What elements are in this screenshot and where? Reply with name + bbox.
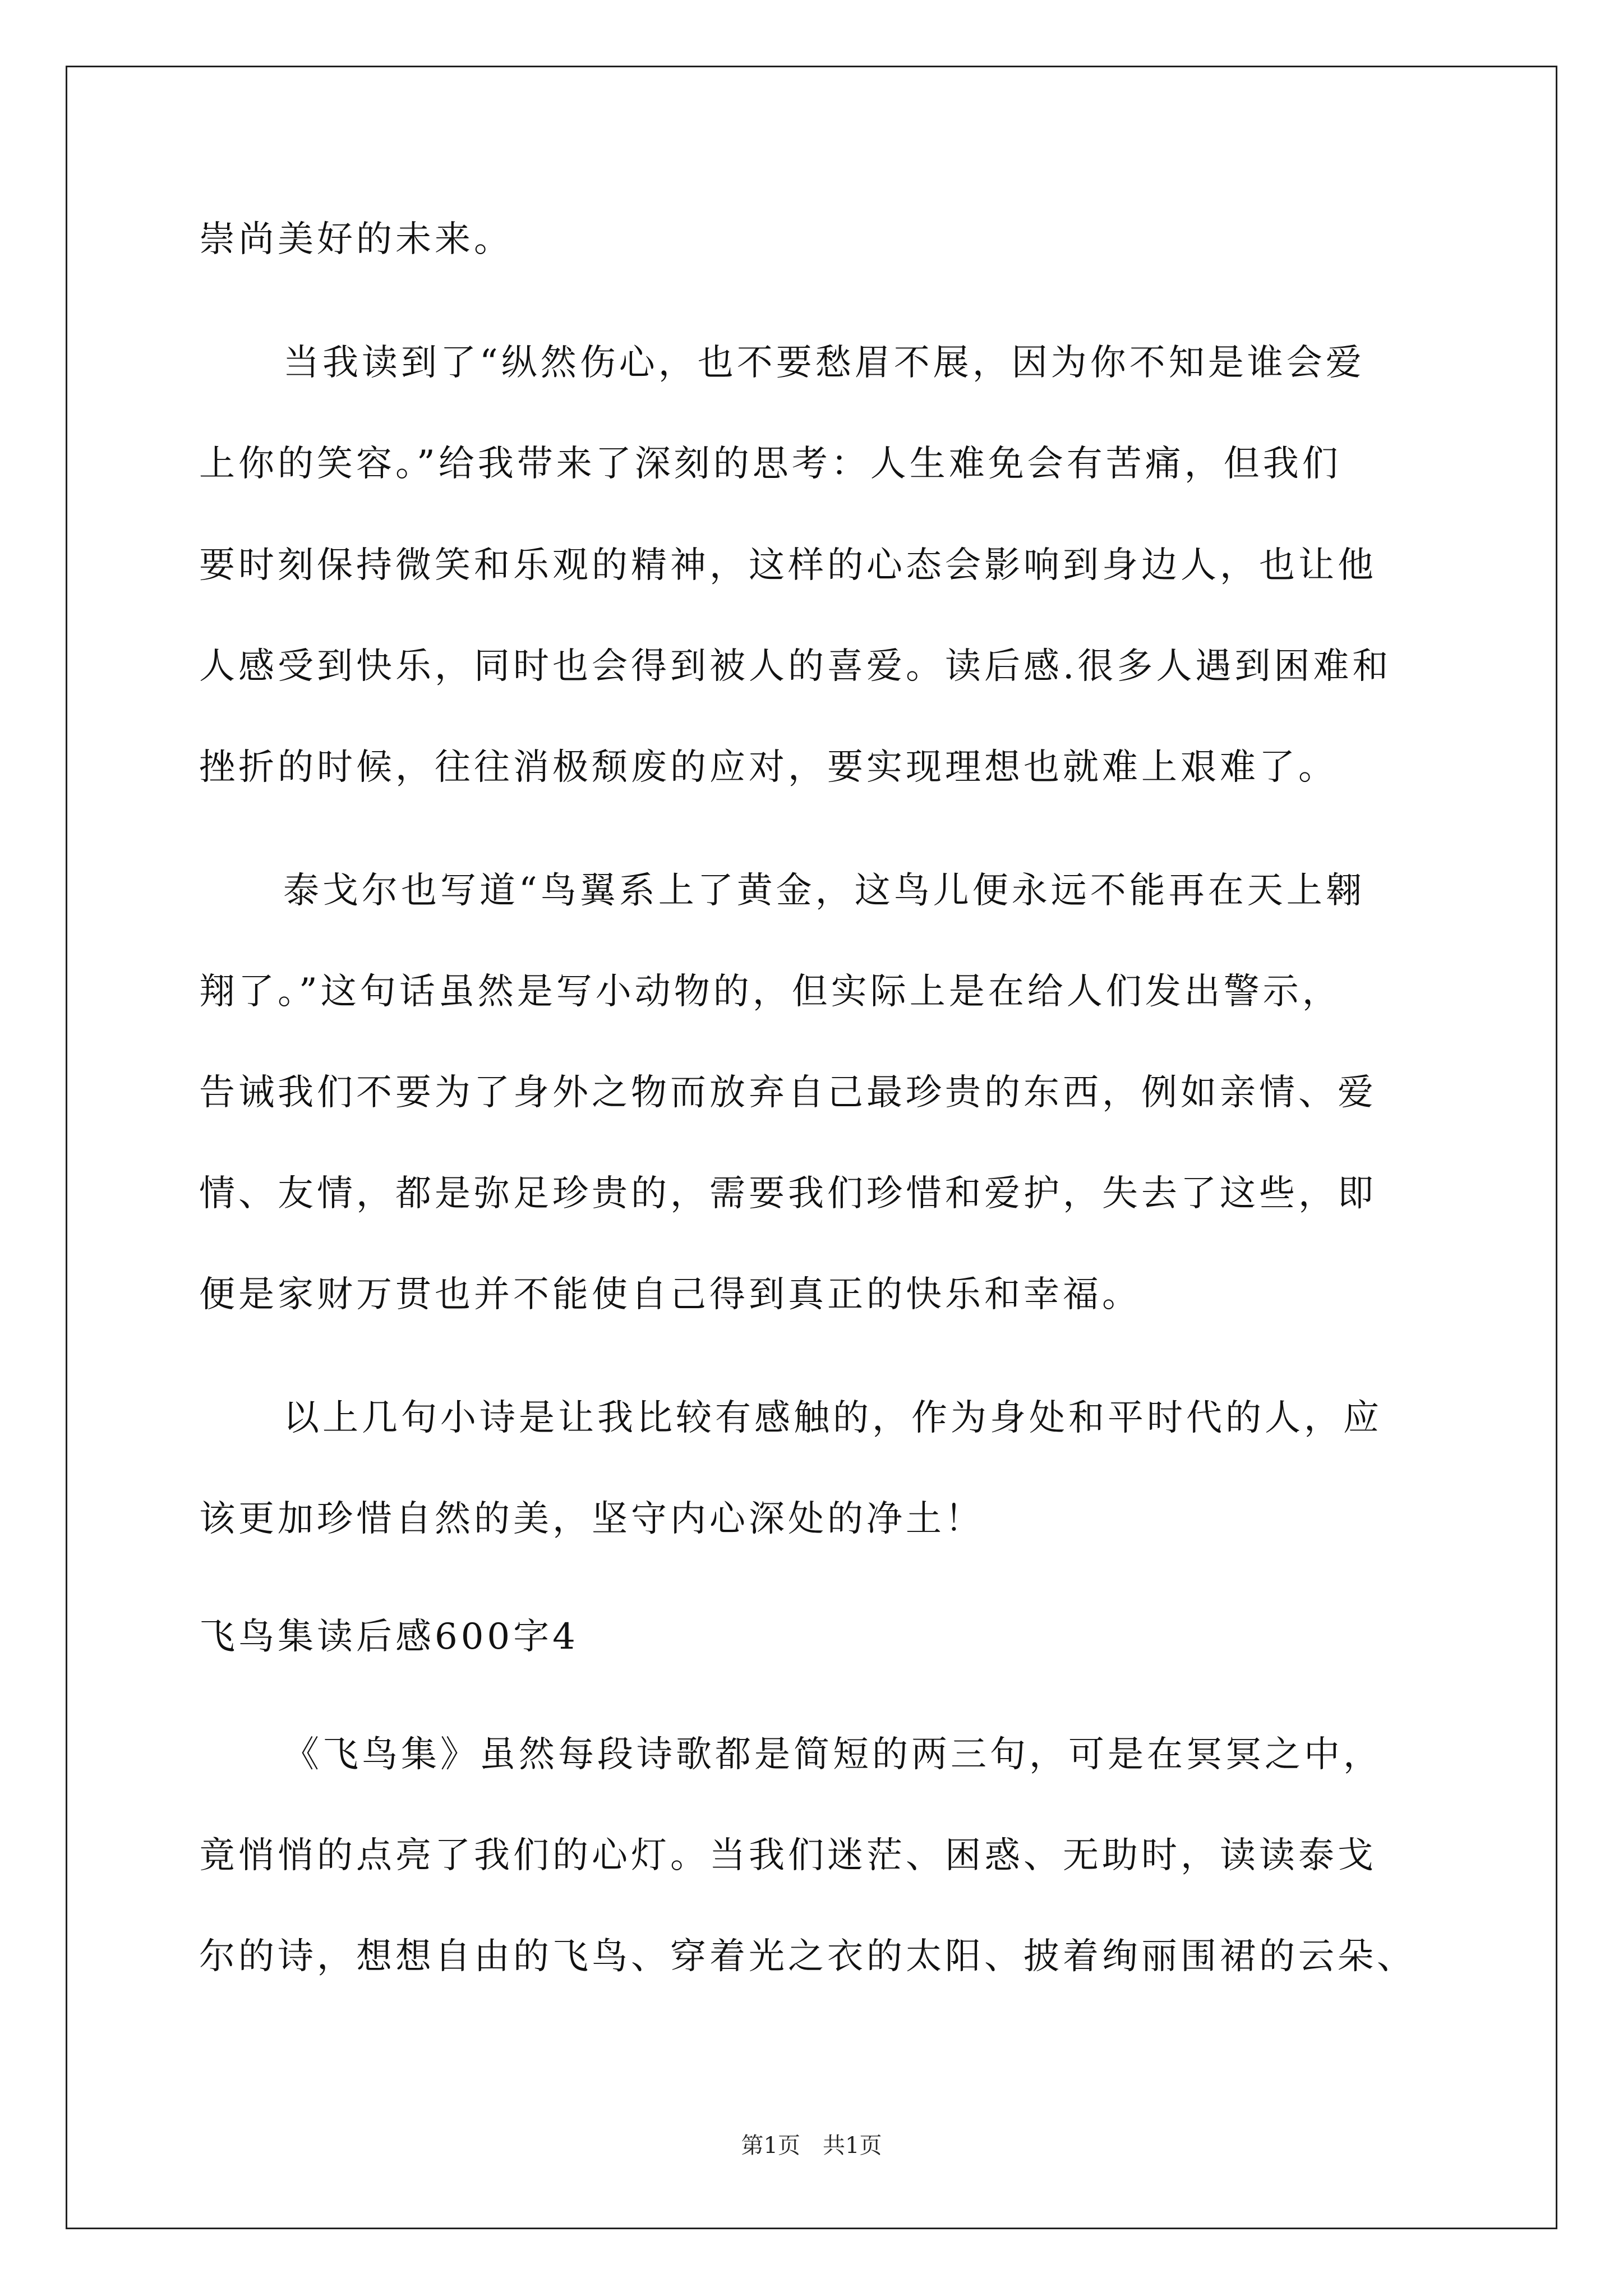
text-line: 上你的笑容。”给我带来了深刻的思考：人生难免会有苦痛，但我们 [199, 443, 1341, 485]
paragraph-start-line: 当我读到了“纵然伤心，也不要愁眉不展，因为你不知是谁会爱 [283, 342, 1365, 384]
text-line: 便是家财万贯也并不能使自己得到真正的快乐和幸福。 [199, 1274, 1141, 1315]
text-line: 情、友情，都是弥足珍贵的，需要我们珍惜和爱护，失去了这些，即 [199, 1173, 1377, 1214]
section-heading: 飞鸟集读后感600字4 [199, 1616, 579, 1658]
paragraph-start-line: 《飞鸟集》虽然每段诗歌都是简短的两三句，可是在冥冥之中， [283, 1734, 1382, 1775]
page-border [66, 66, 1557, 2229]
paragraph-start-line: 以上几句小诗是让我比较有感触的，作为身处和平时代的人，应 [283, 1397, 1382, 1439]
text-line: 翔了。”这句话虽然是写小动物的，但实际上是在给人们发出警示， [199, 971, 1341, 1013]
text-line: 要时刻保持微笑和乐观的精神，这样的心态会影响到身边人，也让他 [199, 545, 1377, 586]
paragraph-start-line: 泰戈尔也写道“鸟翼系上了黄金，这鸟儿便永远不能再在天上翱 [283, 870, 1365, 912]
page-footer: 第1页 共1页 [741, 2133, 882, 2159]
text-line: 崇尚美好的未来。 [199, 219, 513, 260]
text-line: 告诫我们不要为了身外之物而放弃自己最珍贵的东西，例如亲情、爱 [199, 1072, 1377, 1114]
text-line: 竟悄悄的点亮了我们的心灯。当我们迷茫、困惑、无助时，读读泰戈 [199, 1835, 1377, 1876]
text-line: 挫折的时候，往往消极颓废的应对，要实现理想也就难上艰难了。 [199, 747, 1338, 788]
text-line: 该更加珍惜自然的美，坚守内心深处的净土！ [199, 1498, 984, 1540]
text-line: 尔的诗，想想自由的飞鸟、穿着光之衣的太阳、披着绚丽围裙的云朵、 [199, 1936, 1416, 1977]
text-line: 人感受到快乐，同时也会得到被人的喜爱。读后感.很多人遇到困难和 [199, 646, 1392, 687]
